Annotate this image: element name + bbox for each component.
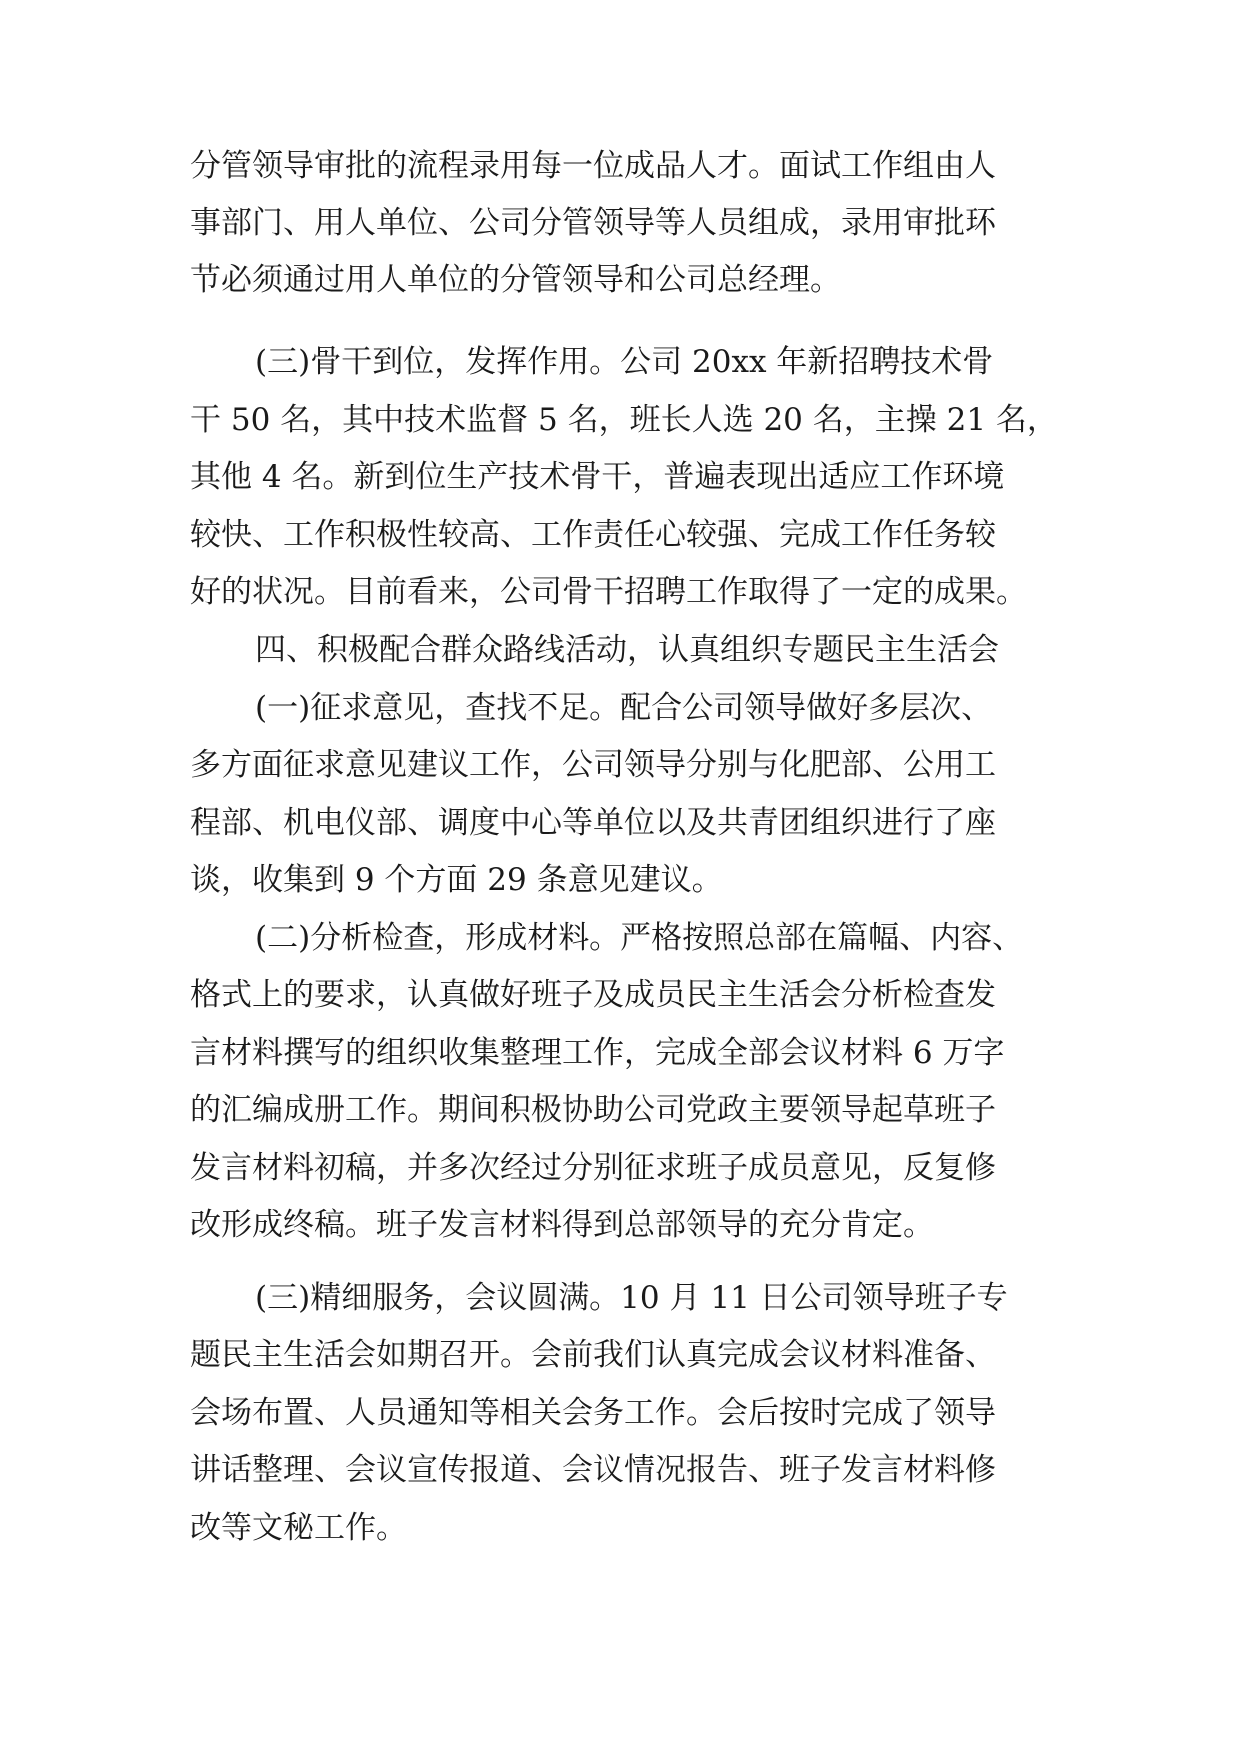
text-line: 程部、机电仪部、调度中心等单位以及共青团组织进行了座: [190, 805, 996, 841]
text-line: 题民主生活会如期召开。会前我们认真完成会议材料准备、: [190, 1337, 996, 1373]
text-line: 多方面征求意见建议工作，公司领导分别与化肥部、公用工: [190, 747, 996, 783]
text-line: 其他 4 名。新到位生产技术骨干，普遍表现出适应工作环境: [190, 459, 1005, 495]
section-heading: 四、积极配合群众路线活动，认真组织专题民主生活会: [255, 632, 999, 668]
text-line: 言材料撰写的组织收集整理工作，完成全部会议材料 6 万字: [190, 1035, 1005, 1071]
text-line: (一)征求意见，查找不足。配合公司领导做好多层次、: [255, 690, 993, 726]
text-line: 事部门、用人单位、公司分管领导等人员组成，录用审批环: [190, 205, 996, 241]
text-line: 改形成终稿。班子发言材料得到总部领导的充分肯定。: [190, 1207, 934, 1243]
text-line: 发言材料初稿，并多次经过分别征求班子成员意见，反复修: [190, 1150, 996, 1186]
text-line: 会场布置、人员通知等相关会务工作。会后按时完成了领导: [190, 1395, 996, 1431]
text-line: 格式上的要求，认真做好班子及成员民主生活会分析检查发: [190, 977, 996, 1013]
text-line: (二)分析检查，形成材料。严格按照总部在篇幅、内容、: [255, 920, 1024, 956]
text-line: 节必须通过用人单位的分管领导和公司总经理。: [190, 262, 841, 298]
text-line: 讲话整理、会议宣传报道、会议情况报告、班子发言材料修: [190, 1452, 996, 1488]
text-line: 好的状况。目前看来，公司骨干招聘工作取得了一定的成果。: [190, 574, 1027, 610]
text-line: 的汇编成册工作。期间积极协助公司党政主要领导起草班子: [190, 1092, 996, 1128]
text-line: (三)精细服务，会议圆满。10 月 11 日公司领导班子专: [255, 1280, 1008, 1316]
text-line: 改等文秘工作。: [190, 1510, 407, 1546]
text-line: 干 50 名，其中技术监督 5 名，班长人选 20 名，主操 21 名，: [190, 402, 1058, 438]
text-line: 较快、工作积极性较高、工作责任心较强、完成工作任务较: [190, 517, 996, 553]
text-line: 谈，收集到 9 个方面 29 条意见建议。: [190, 862, 723, 898]
text-line: 分管领导审批的流程录用每一位成品人才。面试工作组由人: [190, 148, 996, 184]
text-line: (三)骨干到位，发挥作用。公司 20xx 年新招聘技术骨: [255, 344, 994, 380]
